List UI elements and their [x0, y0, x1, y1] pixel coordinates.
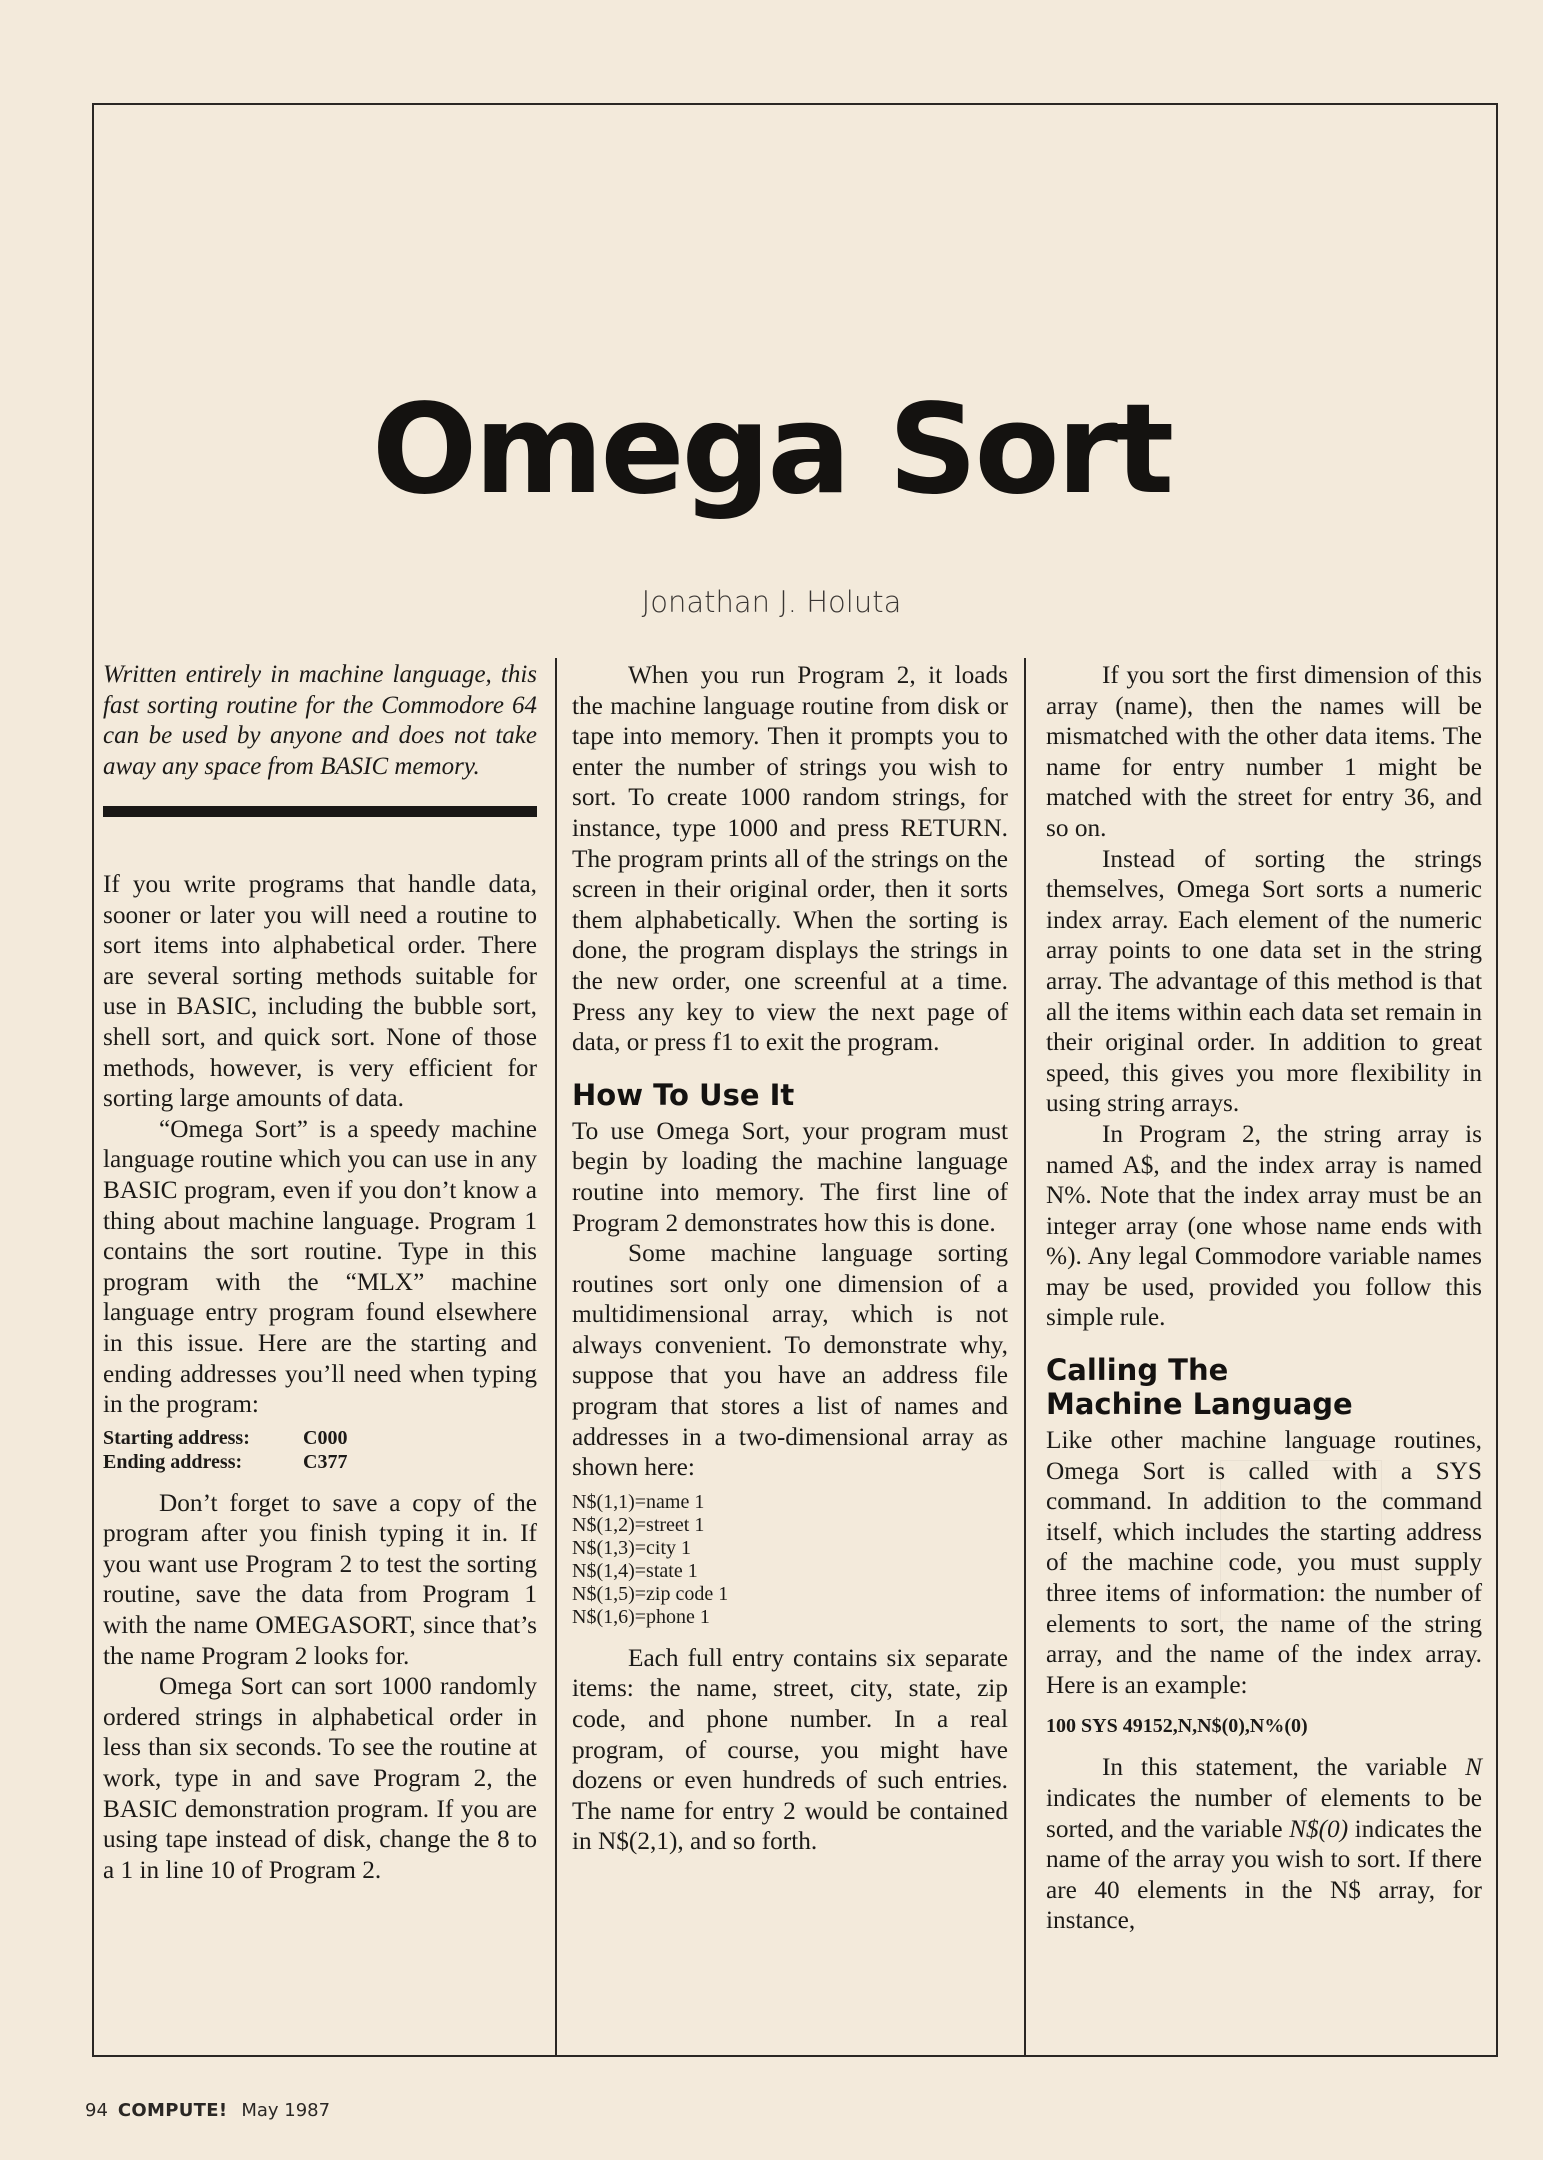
text-run: indicates the number of elements to be sorted, and the variable	[1046, 1784, 1482, 1843]
text-run-italic: N	[1465, 1753, 1482, 1782]
code-line: N$(1,3)=city 1	[572, 1536, 692, 1559]
column-divider-1	[555, 658, 557, 2055]
code-line: N$(1,6)=phone 1	[572, 1605, 710, 1628]
column-divider-2	[1024, 658, 1026, 2055]
sys-command-example: 100 SYS 49152,N,N$(0),N%(0)	[1046, 1715, 1308, 1738]
end-address-label: Ending address:	[103, 1450, 243, 1473]
paragraph: Don’t forget to save a copy of the program after you finish typing it in. If you want use Program 2 to test the sorting routine, save the data from Program 1 with the name OMEGASORT, since that’s the name Program 2 looks for.	[103, 1488, 537, 1670]
column-2	[572, 660, 1008, 1857]
paragraph: To use Omega Sort, your program must begin by loading the machine language routine into memory. The first line of Program 2 demonstrates how this is done.	[572, 1116, 1008, 1237]
code-line: N$(1,2)=street 1	[572, 1513, 705, 1536]
paragraph: Instead of sorting the strings themselves, Omega Sort sorts a numeric index array. Each element of the numeric array points to one data set in the string array. The advantage of this method is that all the items within each data set remain in their original order. In addition to great speed, this gives you more flexibility in using string arrays.	[1046, 844, 1482, 1118]
article-title: Omega Sort	[371, 378, 1172, 522]
section-heading-how-to-use: How To Use It	[572, 1077, 795, 1112]
intro-deck: Written entirely in machine language, this fast sorting routine for the Commodore 64 can be used by anyone and does not take away any space from BASIC memory.	[103, 661, 537, 780]
paragraph: Omega Sort can sort 1000 randomly ordered strings in alphabetical order in less than six seconds. To see the routine at work, type in and save Program 2, the BASIC demonstration program. If you are using tape instead of disk, change the 8 to a 1 in line 10 of Program 2.	[103, 1672, 537, 1884]
code-line: N$(1,4)=state 1	[572, 1559, 698, 1582]
paragraph: In Program 2, the string array is named A$, and the index array is named N%. Note that the index array must be an integer array (one whose name ends with %). Any legal Commodore variable names may be used, provided you follow this simple rule.	[1046, 1119, 1482, 1332]
paragraph: Each full entry contains six separate items: the name, street, city, state, zip code, and phone number. In a real program, of course, you might have dozens or even hundreds of such entries. The name for entry 2 would be contained in N$(2,1), and so forth.	[572, 1643, 1008, 1856]
text-run-italic: N$(0)	[1289, 1814, 1349, 1843]
paragraph: When you run Program 2, it loads the machine language routine from disk or tape into memory. Then it prompts you to enter the number of strings you wish to sort. To create 1000 random strings, for instance, type 1000 and press RETURN. The program prints all of the strings on the screen in their original order, then it sorts them alphabetically. When the sorting is done, the program displays the strings in the new order, one screenful at a time. Press any key to view the next page of data, or press f1 to exit the program.	[572, 661, 1008, 1057]
heading-line: Machine Language	[1046, 1387, 1353, 1422]
paragraph	[1046, 1752, 1482, 1936]
paragraph: Like other machine language routines, Omega Sort is called with a SYS command. In addition to the command itself, which includes the starting address of the machine code, you must supply three items of information: the number of elements to sort, the name of the string array, and the name of the index array. Here is an example:	[1046, 1426, 1482, 1699]
paragraph: If you write programs that handle data, sooner or later you will need a routine to sort items into alphabetical order. There are several sorting methods suitable for use in BASIC, including the bubble sort, shell sort, and quick sort. None of those methods, however, is very efficient for sorting large amounts of data.	[103, 870, 537, 1113]
start-address-value: C000	[303, 1426, 348, 1449]
paragraph: If you sort the first dimension of this array (name), then the names will be mismatched with the other data items. The name for entry number 1 might be matched with the street for entry 36, and so on.	[1046, 661, 1482, 842]
paragraph: “Omega Sort” is a speedy machine language routine which you can use in any BASIC program, even if you don’t know a thing about machine language. Program 1 contains the sort routine. Type in this program with the “MLX” machine language entry program found elsewhere in this issue. Here are the starting and ending addresses you’ll need when typing in the program:	[103, 1114, 537, 1419]
page-footer	[85, 2100, 330, 2121]
text-run: In this statement, the variable	[1102, 1753, 1466, 1782]
array-code-listing	[572, 1491, 1008, 1629]
code-line: N$(1,5)=zip code 1	[572, 1582, 729, 1605]
column-1	[103, 660, 537, 1885]
code-line: N$(1,1)=name 1	[572, 1490, 705, 1513]
end-address-value: C377	[303, 1450, 348, 1473]
heading-line: Calling The	[1046, 1353, 1229, 1388]
paragraph: Some machine language sorting routines sort only one dimension of a multidimensional array, which is not always convenient. To demonstrate why, suppose that you have an address file program that stores a list of names and addresses in a two-dimensional array as shown here:	[572, 1239, 1008, 1482]
text-run: indicates the name of the array you wish to sort. If there are 40 elements in the N$ array, for instance,	[1046, 1814, 1482, 1935]
page-number: 94	[85, 2100, 108, 2121]
author-byline: Jonathan J. Holuta	[641, 585, 902, 619]
issue-date: May 1987	[241, 2100, 331, 2121]
intro-rule	[103, 806, 537, 817]
magazine-name: COMPUTE!	[117, 2100, 228, 2121]
column-3	[1046, 660, 1482, 1936]
address-block	[103, 1426, 537, 1474]
section-heading-calling	[1046, 1353, 1482, 1421]
start-address-label: Starting address:	[103, 1426, 250, 1449]
